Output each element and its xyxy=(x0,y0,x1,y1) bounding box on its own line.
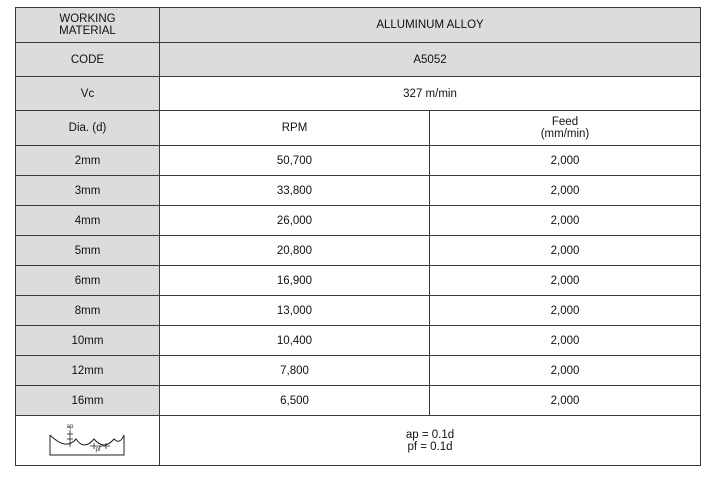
column-header-row xyxy=(16,111,701,146)
vc-value: 327 m/min xyxy=(160,77,701,111)
pf-note: pf = 0.1d xyxy=(407,440,453,453)
dia-cell: 3mm xyxy=(16,176,160,206)
ap-note: ap = 0.1d xyxy=(405,428,455,441)
dia-cell: 12mm xyxy=(16,356,160,386)
code-value: A5052 xyxy=(160,43,701,77)
cutting-depth-diagram-icon xyxy=(48,421,128,461)
feed-cell: 2,000 xyxy=(430,266,701,296)
feed-cell: 2,000 xyxy=(430,206,701,236)
dia-header: Dia. (d) xyxy=(16,111,160,146)
dia-cell: 8mm xyxy=(16,296,160,326)
cutting-diagram-cell xyxy=(16,416,160,466)
rpm-cell: 7,800 xyxy=(160,356,430,386)
feed-cell: 2,000 xyxy=(430,356,701,386)
feed-cell: 2,000 xyxy=(430,176,701,206)
table-row xyxy=(16,146,701,176)
cutting-conditions-table xyxy=(15,7,701,466)
table-row xyxy=(16,236,701,266)
depth-notes xyxy=(160,416,701,466)
dia-cell: 4mm xyxy=(16,206,160,236)
feed-cell: 2,000 xyxy=(430,296,701,326)
table-row xyxy=(16,356,701,386)
dia-cell: 5mm xyxy=(16,236,160,266)
rpm-cell: 13,000 xyxy=(160,296,430,326)
rpm-cell: 26,000 xyxy=(160,206,430,236)
feed-header: Feed (mm/min) xyxy=(430,111,701,146)
vc-row xyxy=(16,77,701,111)
dia-cell: 16mm xyxy=(16,386,160,416)
dia-cell: 2mm xyxy=(16,146,160,176)
feed-cell: 2,000 xyxy=(430,326,701,356)
rpm-cell: 33,800 xyxy=(160,176,430,206)
rpm-cell: 16,900 xyxy=(160,266,430,296)
material-value: ALLUMINUM ALLOY xyxy=(160,8,701,43)
header-row xyxy=(16,8,701,43)
code-label: CODE xyxy=(16,43,160,77)
feed-cell: 2,000 xyxy=(430,146,701,176)
dia-cell: 6mm xyxy=(16,266,160,296)
vc-label: Vc xyxy=(16,77,160,111)
table-row xyxy=(16,206,701,236)
rpm-cell: 6,500 xyxy=(160,386,430,416)
dia-cell: 10mm xyxy=(16,326,160,356)
feed-cell: 2,000 xyxy=(430,236,701,266)
rpm-cell: 50,700 xyxy=(160,146,430,176)
rpm-cell: 10,400 xyxy=(160,326,430,356)
table-row xyxy=(16,266,701,296)
table-row xyxy=(16,296,701,326)
working-material-label: WORKING MATERIAL xyxy=(16,8,160,43)
table-row xyxy=(16,386,701,416)
table-row xyxy=(16,176,701,206)
table-row xyxy=(16,326,701,356)
code-row xyxy=(16,43,701,77)
diagram-label-pf: pf xyxy=(94,446,101,453)
footer-row xyxy=(16,416,701,466)
rpm-header: RPM xyxy=(160,111,430,146)
feed-cell: 2,000 xyxy=(430,386,701,416)
diagram-label-ap: ap xyxy=(66,423,73,430)
rpm-cell: 20,800 xyxy=(160,236,430,266)
